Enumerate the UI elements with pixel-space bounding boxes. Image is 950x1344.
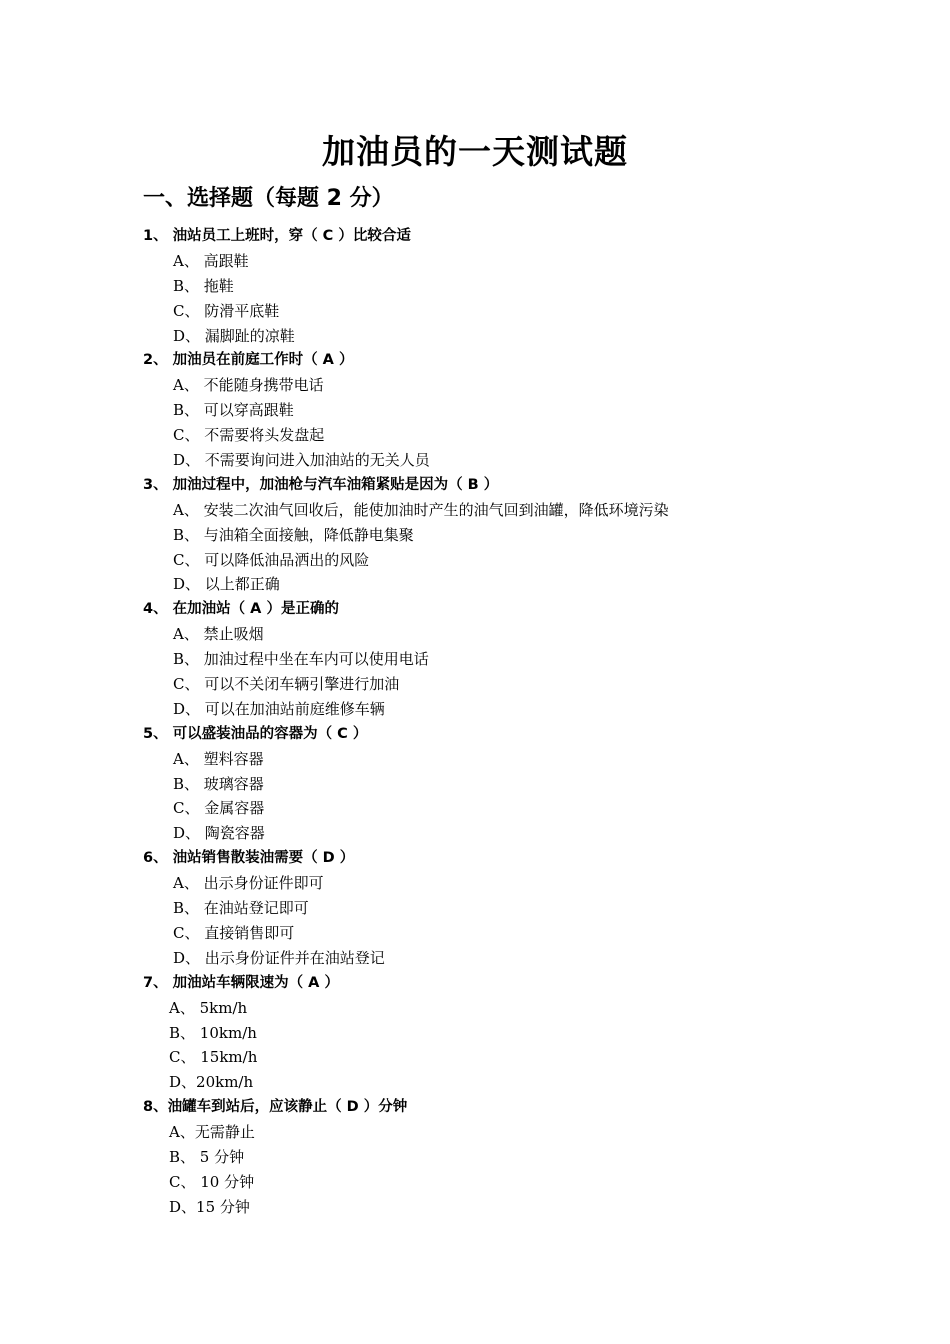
- question-text: 6、 油站销售散装油需要（ D ）: [143, 850, 355, 867]
- option-d: D、 漏脚趾的凉鞋: [173, 326, 295, 345]
- question-text: 1、 油站员工上班时，穿（ C ）比较合适: [143, 228, 411, 244]
- question-2: [143, 348, 843, 472]
- option-c: C、 15km/h: [169, 1048, 258, 1067]
- option-c: C、 防滑平底鞋: [173, 301, 280, 320]
- question-text: 2、 加油员在前庭工作时（ A ）: [143, 352, 354, 369]
- question-list: [143, 224, 843, 1220]
- option-c: C、 可以不关闭车辆引擎进行加油: [173, 675, 400, 694]
- option-d: D、 以上都正确: [173, 575, 280, 594]
- option-a: A、 禁止吸烟: [173, 625, 264, 644]
- option-b: B、 5 分钟: [169, 1147, 245, 1166]
- option-b: B、 拖鞋: [173, 276, 234, 295]
- question-text: 3、 加油过程中，加油枪与汽车油箱紧贴是因为（ B ）: [143, 476, 499, 493]
- option-b: B、 与油箱全面接触，降低静电集聚: [173, 525, 414, 544]
- option-b: B、 加油过程中坐在车内可以使用电话: [173, 650, 429, 669]
- option-d: D、 陶瓷容器: [173, 824, 265, 843]
- option-d: D、15 分钟: [169, 1197, 250, 1216]
- question-1: [143, 224, 843, 348]
- option-c: C、 直接销售即可: [173, 923, 295, 942]
- option-a: A、 塑料容器: [173, 749, 264, 768]
- option-c: C、 金属容器: [173, 799, 265, 818]
- question-4: [143, 597, 843, 721]
- document-title: 加油员的一天测试题: [322, 132, 628, 171]
- option-c: C、 不需要将头发盘起: [173, 426, 325, 445]
- option-b: B、 在油站登记即可: [173, 899, 309, 918]
- option-d: D、 可以在加油站前庭维修车辆: [173, 699, 385, 718]
- option-a: A、 5km/h: [169, 998, 248, 1017]
- question-6: [143, 846, 843, 970]
- question-text: 7、 加油站车辆限速为（ A ）: [143, 974, 339, 991]
- question-text: 5、 可以盛装油品的容器为（ C ）: [143, 725, 368, 742]
- option-b: B、 可以穿高跟鞋: [173, 401, 294, 420]
- section-heading: 一、选择题（每题 2 分）: [143, 186, 394, 211]
- option-d: D、20km/h: [169, 1073, 254, 1092]
- option-c: C、 10 分钟: [169, 1172, 255, 1191]
- option-a: A、无需静止: [169, 1123, 255, 1142]
- option-b: B、 10km/h: [169, 1023, 257, 1042]
- option-c: C、 可以降低油品洒出的风险: [173, 550, 370, 569]
- option-a: A、 安装二次油气回收后，能使加油时产生的油气回到油罐，降低环境污染: [173, 500, 669, 519]
- question-5: [143, 722, 843, 846]
- question-text: 4、 在加油站（ A ）是正确的: [143, 601, 339, 618]
- option-a: A、 不能随身携带电话: [173, 376, 324, 395]
- option-a: A、 高跟鞋: [173, 251, 249, 270]
- option-d: D、 不需要询问进入加油站的无关人员: [173, 451, 430, 470]
- option-b: B、 玻璃容器: [173, 774, 264, 793]
- question-8: [143, 1095, 843, 1219]
- question-text: 8、油罐车到站后，应该静止（ D ）分钟: [143, 1099, 408, 1116]
- question-3: [143, 473, 843, 597]
- question-7: [143, 971, 843, 1095]
- option-a: A、 出示身份证件即可: [173, 874, 324, 893]
- option-d: D、 出示身份证件并在油站登记: [173, 948, 385, 967]
